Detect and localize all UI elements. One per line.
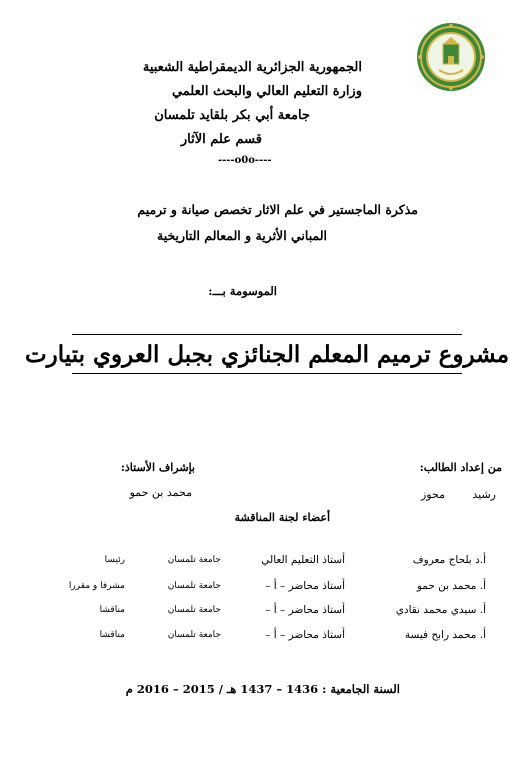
titled-label: الموسومة بـــ:	[208, 284, 277, 298]
member-role: رئيسا	[104, 555, 125, 565]
member-rank: أستاذ محاضر – أ –	[265, 580, 345, 592]
republic-name: الجمهورية الجزائرية الديمقراطية الشعبية	[142, 60, 362, 75]
member-university: جامعة تلمسان	[167, 581, 221, 591]
memo-line-2: المباني الأثرية و المعالم التاريخية	[157, 228, 327, 243]
member-name: أ. محمد بن حمو	[416, 580, 486, 592]
member-university: جامعة تلمسان	[167, 555, 221, 565]
member-university: جامعة تلمسان	[167, 630, 221, 640]
thesis-title: مشروع ترميم المعلم الجنائزي بجبل العروي بتيارت	[25, 340, 510, 368]
university-seal-icon	[415, 20, 487, 94]
committee-row	[0, 554, 510, 570]
header-separator: ----o0o----	[218, 155, 272, 166]
supervisor-label: بإشراف الأستاذ:	[120, 461, 195, 474]
student-last-name: محوز	[421, 488, 445, 501]
committee-row	[0, 629, 510, 645]
ministry-name: وزارة التعليم العالي والبحث العلمي	[171, 84, 362, 99]
member-university: جامعة تلمسان	[167, 605, 221, 615]
memo-line-1: مذكرة الماجستير في علم الاثار تخصص صيانة و ترميم	[137, 202, 418, 217]
committee-row	[0, 580, 510, 596]
supervisor-name: محمد بن حمو	[129, 486, 192, 499]
thesis-title-box	[25, 334, 510, 374]
academic-year: السنة الجامعية : 1436 – 1437 هـ / 2015 – 2016 م	[125, 682, 400, 696]
student-label: من إعداد الطالب:	[419, 461, 502, 474]
member-role: مناقشا	[99, 605, 125, 615]
student-first-name: رشيد	[472, 488, 496, 501]
member-rank: أستاذ التعليم العالي	[261, 554, 345, 566]
committee-heading: أعضاء لجنة المناقشة	[234, 511, 330, 524]
university-name: جامعة أبي بكر بلقايد تلمسان	[154, 108, 310, 123]
department-name: قسم علم الآثار	[180, 132, 262, 147]
member-name: أ. محمد رابح فيسة	[404, 629, 486, 641]
member-name: أ. سيدي محمد نقادي	[395, 604, 486, 616]
member-rank: أستاذ محاضر – أ –	[265, 629, 345, 641]
member-role: مشرفا و مقررا	[68, 581, 125, 591]
member-role: مناقشا	[99, 630, 125, 640]
member-name: أ.د بلحاج معروف	[412, 554, 486, 566]
member-rank: أستاذ محاضر – أ –	[265, 604, 345, 616]
committee-row	[0, 604, 510, 620]
